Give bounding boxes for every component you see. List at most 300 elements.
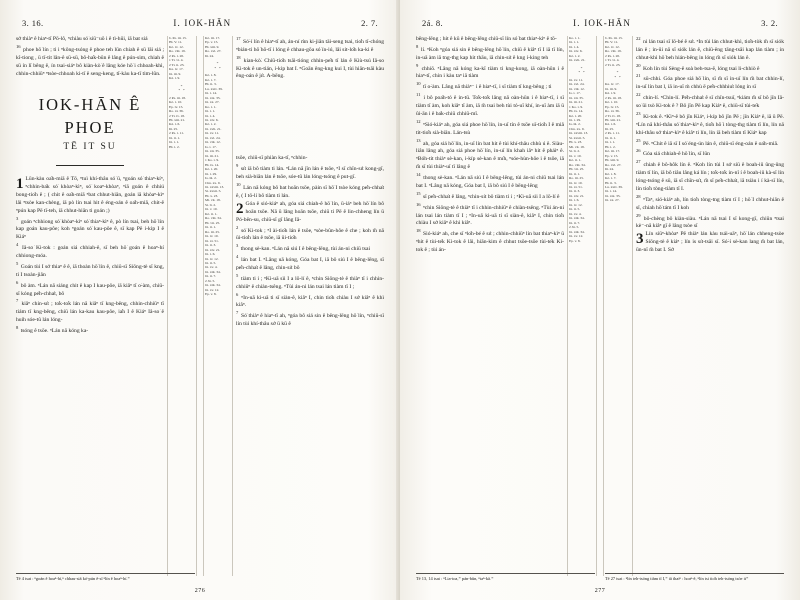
cross-reference: Jú. ii. 1. [205, 225, 217, 230]
verse-text: tsóng ê tsōe. ⁿLán nā kóng ka- [20, 327, 89, 334]
verse-number: 14 [416, 172, 421, 178]
verse-number: 22 [636, 92, 641, 98]
cross-reference: Jú. xxviii. 13. [569, 131, 589, 136]
cross-reference: Hi. xiii. 9. [205, 44, 220, 49]
verse-text: goán ⁿchhiong só͘ khòaⁿ-kìⁿ só͘ thiaⁿ-kìⁿ ê, pò lín tsai, beh hō͘ lín kap goán kau-pôe; koh ⁿgoán só͘ kau-pôe ê, sī kap Pē i-kip I ê Kiáⁿ [16, 218, 164, 241]
cross-reference: Jú. i. 1. [605, 140, 616, 145]
verse-number: 7 [236, 310, 239, 316]
cross-reference: Ka. iv. 17. [169, 67, 184, 72]
cross-reference: Jú. i. 1. [569, 40, 580, 45]
cross-reference: Hi. V. 11. [605, 40, 619, 45]
verse-paragraph [636, 36, 784, 63]
verse-paragraph [16, 298, 164, 325]
left-head-verse-ref: 3. 16. [22, 18, 44, 28]
cross-reference: Jú. i. 29. [569, 117, 581, 122]
verse-text: tsōe, chiū-sī phiàn ka-tī, ⁿchhin- [236, 155, 308, 162]
verse-number: 4 [236, 254, 239, 260]
cross-reference: 2 Pe. iii. 18. [605, 95, 622, 100]
cross-reference: Jú. xiii. 34. [205, 283, 221, 288]
cross-reference: 2 Pe. i. 11. [169, 131, 184, 136]
verse-number: 17 [236, 36, 241, 41]
cross-reference: Jú. xvii. 21. [569, 58, 586, 63]
cross-reference: 2 Jú. 5. [569, 225, 580, 230]
cross-reference: Jú. v. 10. [569, 153, 582, 158]
verse-text: tī o͘-àm. Lâng nā thiàⁿ⁻ i ê hiaⁿ-tī, i sī tiàm tī kng-bêng ; ti [423, 84, 552, 91]
cross-reference: Jú. xii. 35. [205, 149, 220, 154]
verse-text: Goán tùi I sớ thiaⁿ ê ê, iā thoàn hō͘ lín ê, chiū-sī Siōng-tè sī kng, ti I tsoàn-jiân [16, 263, 164, 278]
verse-number: 7 [16, 298, 19, 304]
cross-reference: Kò. ii. 1. [205, 211, 218, 216]
verse-paragraph [236, 273, 384, 292]
verse-paragraph [636, 213, 784, 232]
cross-reference: 2 Pe. i. 20. [169, 53, 184, 58]
cross-reference: Jú. i. 29. [205, 171, 217, 176]
cross-reference: Jú. xx. 27. [605, 198, 620, 203]
cross-reference: Jú. iv. 12. [569, 202, 583, 207]
cross-reference: Jú. xiii. 34. [569, 216, 585, 221]
cross-reference: Jú. ii. 7. [205, 274, 217, 279]
verse-number: 6 [236, 291, 239, 297]
cross-reference: Ia. i. 17. [205, 144, 217, 149]
cross-reference: Kà. i. 6. [169, 122, 181, 127]
cross-reference: Jú. ii. 1. [605, 135, 617, 140]
verse-paragraph [416, 44, 564, 63]
cross-reference: Hi. xiii. 9. [605, 158, 620, 163]
verse-text: Só͘ thiàⁿ ê hiaⁿ-tī ah, ⁿgóa bô siá sin ê bēng-lēng hō͘ lín, ⁿchiū-sī lín tùi khí-thâu sớ ū kū ê [236, 313, 384, 328]
verse-number: 4 [16, 242, 19, 248]
cross-reference: Hi. i. 2. [169, 144, 180, 149]
footnote: Tē 4 tsat : ⁿgoán ê hoaⁿ-hí,ⁿ chhau-siā kó͘-pún ê-sī ⁿlín ê hoaⁿ-hí.⁼ [16, 573, 195, 582]
cross-reference: Ro. viii. 19. [169, 49, 186, 54]
cross-reference: Sí. li. 2. [205, 202, 216, 207]
cross-reference: Lu. xxiv. 39. [605, 185, 623, 189]
cross-reference: Jú. iv. 12. [205, 256, 219, 261]
verse-text: Koh lín tùi Sèng-ê soà beh-tsa-ē, lóng tsai li-chhiò ê [643, 65, 760, 72]
cross-reference: Hi. xiii. 21. [605, 117, 622, 122]
reference-separator: * * * [178, 83, 186, 93]
right-column-1 [416, 36, 597, 576]
verse-text: Lūn-kàu oa̍h-miā ê Tō, ⁿtuì khí-thâu só͘ ū, ⁿgoán só͘ thiaⁿ-kíⁿ, ⁿchhin-ba̍k só͘ khòaⁿ-kìⁿ, só͘ koaⁿ-khòaⁿ, ⁿiā goán ê chhiú bong-tio̍h ê ; ( chit ê oa̍h-miā ⁿbat chhut-hiān, goán iā khòaⁿ-kìⁿ lâi ⁿtsòe kan-chèng, iā pò lín tsai hit ê éng-oán ê oa̍h-miā, chit-ê ⁿpún kap Pē tī-teh, iā chhut-hiān ti goán ;) [16, 175, 164, 214]
verse-number: 28 [636, 193, 641, 199]
verse-text: lán bat I. ⁿLâng uā kóng, Góa bat I, iā bô siú I ê bēng-lēng, sī pe̍h-chha̍t ê lâng, chin-sı̍t bô [236, 257, 384, 271]
cross-reference: Jú. i. 6. [569, 198, 580, 203]
verse-text: thong sè-kan. ⁿLán nā siú I ê bēng-lēng, tùi án-ni chiū tsai lán bat I. ⁿLâng nā kóng, Góa bat I, iā bô siú I ê bēng-lēng [416, 175, 564, 190]
cross-reference: Ep. v. 8. [205, 292, 217, 297]
verse-paragraph [236, 182, 384, 201]
cross-reference: Sí. xxxii. 5. [205, 189, 222, 194]
cross-reference: Jú. xiv. 6. [205, 117, 219, 122]
cross-reference: Hi. x. 23. [569, 140, 583, 145]
cross-reference: Jú. xvi. 24. [569, 82, 585, 87]
cross-reference: Ko. i. 1. [569, 36, 581, 40]
cross-reference: Jú. xvi. 24. [205, 135, 221, 140]
page-title: IOK-HĀN Ê PHOE [38, 94, 142, 137]
cross-reference: Sí. li. 2. [569, 149, 580, 154]
cross-reference: Jú. iv. 10. [205, 234, 219, 239]
cross-reference: Kó. iv. 12. [605, 44, 620, 49]
cross-reference: Kò. ii. 1. [569, 158, 582, 163]
cross-reference: Jú. iii. 9. [169, 71, 182, 76]
left-footnote-row [16, 569, 384, 582]
cross-reference: Jú. ii. 3. [569, 189, 581, 194]
cross-reference: Jú. iii. 9. [605, 86, 618, 91]
verse-text: chin-lí. ⁿChin-lí. Pe̍h-chha̍t ê sī chīn-tsuī, ⁿkiám m̄ sī bô jīn Iâ-so͘ ūi tsò Ki-tok ê ? Bô jīn Pē kap Kiáⁿ ê, chiū-sī tùi-te̍k [636, 95, 784, 109]
cross-reference: 2 Pe. i. 11. [605, 131, 620, 136]
verse-number: 11 [416, 92, 421, 98]
verse-paragraph [416, 92, 564, 119]
verse-paragraph [236, 254, 384, 273]
cross-reference: Ro. xvi. 27. [605, 162, 622, 167]
verse-number: 5 [16, 260, 19, 266]
cross-reference: 1 Ko. i. 9. [569, 104, 583, 109]
verse-paragraph [236, 163, 384, 182]
cross-reference: Ka. iv. 17. [605, 82, 620, 87]
verse-text: ni lán tsai sī lō-bé ê sı̍t. ⁿIn tùi lán chhut-khì, tio̍h-tòk m̄ sī siók lán ê ; in-ūi nā sī siók lán ê, chiū-ēng tāng-tsāi kap lán tiàm ; in chhut-khì hō͘ beh hián-bêng in lóng m̄ sī siók lán ê. [636, 38, 784, 61]
reference-separator: * * * [578, 65, 586, 75]
cross-reference: Jú. xiv. 6. [569, 49, 583, 54]
cross-reference: Kà. i. 9. [169, 76, 181, 81]
verse-paragraph [16, 176, 164, 216]
verse-paragraph [636, 111, 784, 138]
cross-reference: Kò. i. 2. [205, 122, 217, 127]
chapter-number: 2 [236, 200, 244, 217]
cross-reference: Chn. xx. 9. [569, 126, 585, 131]
verse-text: só͘ Ki-tok ; ⁿI ài-tio̍h lán ê tsōe, ⁿsòe-bûn-hôe ê che ; koh m̄ nā ūi-tio̍h lán ê tsōe, iā ūi-tio̍h [236, 227, 384, 242]
verse-number: 6 [16, 279, 19, 285]
cross-reference: Hi. vii. 25. [205, 220, 221, 225]
left-column-2 [203, 36, 384, 576]
cross-reference: Ro. xi. 36. [605, 109, 620, 114]
cross-reference: Jú. xix. 35. [605, 193, 621, 198]
right-head-book-title: I. IOK-HĀN [573, 18, 632, 28]
right-col1-text [416, 36, 564, 576]
verse-number: 9 [416, 62, 419, 68]
verse-paragraph [236, 36, 384, 55]
cross-reference: Iû. 24. [605, 167, 615, 172]
cross-reference: Sí. xxxii. 5. [569, 135, 586, 140]
verse-number: 13 [416, 137, 421, 143]
cross-reference: Ep. v. 15. [605, 153, 619, 158]
cross-reference: Jú. xv. 11. [205, 131, 220, 136]
verse-text: kiâⁿ chin-sı̍t ; to̍k-to̍k lán nā kiâⁿ tī kng-bêng, chhin-chhiūⁿ tī tiám tī kng-bêng, chiū lán ka-kau kau-pôe, ia̍h I ê Kiáⁿ Iâ-so͘ ê huih sóe-tû lán lóng- [16, 301, 164, 324]
cross-reference: Kò. iii. 17. [205, 36, 221, 40]
cross-reference: Jú. i. 14. [205, 91, 217, 96]
cross-reference: Mi. vii. 18. [569, 144, 585, 149]
page-subtitle: TĒ IT SU [63, 142, 117, 153]
reference-separator: * * * [614, 70, 622, 79]
verse-text: phoe hō͘ lín ; ti i ⁿkông-tsóng ê phoe teh lūn chiah ê sū lāi siá ; kî-tiong , ū tī-tit lân-ê sū-sū, bô-ha̍k-būn ê lâng ê pún-sim, chiah ê sū ín lī bêng ê, ín tsai-siáⁿ bô kiàn-kò͘ ê lâng kóe hō͘ i chhoah-khì, chhin-chhiūⁿ ⁿtsòe-chhoah ki-tī ê seng-keng, tī-kàu ka-tī tim-lûn. [16, 46, 164, 77]
cross-reference: Jú. ii. 1. [169, 135, 181, 140]
verse-paragraph [16, 325, 164, 336]
verse-number: 25 [636, 137, 641, 143]
verse-number: 8 [16, 325, 19, 331]
cross-reference: Ro. iii. 25. [569, 176, 584, 181]
cross-reference: Lu. xxiv. 39. [205, 86, 223, 91]
left-col1-text [16, 36, 164, 576]
verse-number: 23 [636, 110, 641, 116]
cross-reference: Jú. ii. 5. [569, 207, 581, 212]
cross-reference: Hi. ix. 14. [205, 162, 220, 167]
cross-reference: Jú. viii. 12. [205, 140, 221, 145]
verse-paragraph [416, 172, 564, 191]
verse-number: 12 [416, 118, 421, 124]
cross-reference: 2 Jú. 5. [205, 278, 216, 283]
verse-text: sı̍t iā bô tiàm ti lán. ⁿLán nā jīn lán ê tsōe, ⁿI sī chīn-sı̍t kong-gī, beh sià-biān lán ê tsōe, sóe-tû lán lóng-tsóng ê put-gī. [236, 166, 384, 181]
footnote: Tē 13, 14 tsat : ⁿLia-toa,⁼ pán-bûn, ⁿtaⁿ-kā.⁼ [416, 573, 595, 582]
cross-reference: Jú. xix. 35. [205, 95, 221, 100]
cross-reference: Kò. i. 20. [569, 113, 583, 118]
left-col1-cross-references [167, 36, 197, 576]
cross-reference: Jú. xiv. 21. [569, 193, 585, 198]
verse-paragraph [236, 310, 384, 329]
verse-text: sū-chhi. Góa phoe siá hō͘ lín, sī m̄ sī in-uī lín m̄ bat chhin-lí, in-uī lín bat l, iā in-uī ḿ chhù ē pe̍h-chhhiu̍t lóng ín sī [636, 76, 784, 91]
verse-text: bô àm. ⁿLán nā siáng chit ê kap I kau-pôe, iā kiâⁿ tī o͘-àm, chiū-sī kóng pe̍h-chha̍t, bô [16, 282, 164, 297]
title-divider [56, 165, 124, 166]
cross-reference: Jú. xv. 12. [205, 287, 220, 292]
title-block-spacer [236, 81, 384, 155]
cross-reference: Kó. i. 10. [169, 100, 183, 105]
right-footnote-row [416, 569, 784, 582]
verse-text: sớ thiàⁿ ê hiaⁿ-tī Pō-lô, ⁿchiàu só͘ siū⁻uō i ê tì-hūi, iā bat siá [16, 36, 148, 42]
cross-reference: Jú. xv. 4. [205, 265, 218, 270]
verse-paragraph [236, 243, 384, 254]
cross-reference: Hi. vii. 25. [569, 167, 585, 172]
cross-reference: Jú. iii. 21. [569, 100, 583, 105]
left-head-verse-ref-end: 2. 7. [361, 18, 378, 28]
cross-reference: Jú. iii. 21. [205, 153, 219, 158]
cross-reference: Jú. xv. 12. [569, 234, 584, 239]
verse-number: 10 [416, 81, 421, 87]
verse-paragraph [16, 36, 164, 44]
cross-reference: Jú. ii. 3. [205, 243, 217, 248]
cross-reference: Chn. xx. 9. [205, 180, 221, 185]
left-running-head [16, 18, 384, 30]
footnote-empty [205, 569, 384, 582]
cross-reference: Kò. i. 7. [605, 176, 617, 181]
left-col2-text [236, 36, 384, 576]
verse-paragraph [636, 63, 784, 74]
verse-paragraph [636, 159, 784, 194]
cross-reference: Hi. V. 11. [169, 40, 183, 45]
verse-text: ⁿchin Siōng-tè ê thiàⁿ tī i chhin-chhiūⁿ ê chiàn-tsêng. ⁿTùi án-ni lán tsai lán tiàm tī I ; ⁿIn-uā kì-uā ti sī siàn-ê, kiâⁿ I, chin tio̍h chiàu I sớ kiâⁿ ê khì kiâⁿ. [416, 204, 564, 227]
verse-text: bēng-lēng ; hit ê kū ê bēng-lēng chiū-sī lín só͘ bat thiaⁿ-kìⁿ ê tō- [416, 36, 557, 42]
verse-text: chiah ê bô-hôk lín ê. ⁿKoh lín tùi I sớ siū ê boah-iû ûng-ûng tiàm tī lín, iā bô tiâu lâng ká lín ; to̍k-to̍k in-nî í ê boah-iû kà-sī lín lóng-tsóng ê sū, iā sī chīn-sı̍t, m̄ sī pe̍h-chha̍t, iā tsiàu i í kà-sī lín, lín tio̍h tòng-tiàm tī I. [636, 162, 784, 192]
verse-text: bô-chèng bô kiàn-siàu. ⁿLán nā tsai I sī kong-gī, chiūn ⁿtsai kè⁻-nā kiâⁿ gī ê lâng tsòe sī [636, 215, 784, 230]
cross-reference: Jú. v. 10. [205, 207, 218, 212]
right-page-number: 277 [594, 588, 606, 594]
cross-reference: 1 Ti. vi. 4. [169, 58, 184, 63]
cross-reference: Kò. i. 7. [205, 77, 217, 82]
cross-reference: Ep. v. 8. [569, 238, 581, 243]
cross-reference: Hi. ii. 3. [605, 180, 617, 185]
verse-paragraph [636, 194, 784, 213]
cross-reference: Kò. i. 8. [205, 73, 217, 78]
verse-paragraph [236, 292, 384, 311]
verse-paragraph [636, 73, 784, 92]
right-running-head [416, 18, 784, 30]
cross-reference: 2 Ti. iv. 18. [169, 113, 185, 118]
verse-number: 16 [16, 43, 21, 49]
cross-reference: Ko. i. 1. [205, 104, 217, 109]
cross-reference: Kó. iv. 12. [169, 44, 184, 49]
verse-text: ah, góa siá hō͘ lín, in-uī lín bat hit ê tùi khí-thâu chhù ú ê. Siàu-liân lâng ah, góa siá phoe hō͘ lín, in-uī lín khah iâⁿ hit ê pháiⁿ ê. ⁿBóh-tit thiàⁿ sè-kan, i-kíp sè-kan ê mı̍h, ⁿsóe-hùn-hôe i ê tsôe, iā m̄ sī tùi thiàⁿ-uī tī lâng ê [416, 140, 564, 171]
verse-paragraph [416, 36, 564, 44]
right-col2-cross-references [603, 36, 633, 576]
verse-text: sī pe̍h-chha̍t ê lâng, ⁿchin-sı̍t bô tiàm ti i ; ⁿKì-uā sìi I a lō-lí ê [423, 193, 560, 200]
verse-paragraph [236, 55, 384, 82]
verse-text: kian-kò͘. Chiū-tio̍h tsāi-tióng chhin-pe̍h tī lán ê Kiù-tsú Iâ-so͘ Ki-tok ê un-tián, i-kip bat I. ⁿGoān êng-kng kui I, tùi hiān-tsāi kàu êng-oán ê jı̍t. A-bēng. [236, 57, 384, 80]
cross-reference: Ro. viii. 19. [605, 49, 622, 54]
verse-paragraph [416, 119, 564, 138]
cross-reference: 2 Ti. ii. 23. [605, 62, 621, 67]
cross-reference: 2 Ti. ii. 23. [169, 62, 185, 67]
cross-reference: Kò. i. 8. [605, 171, 617, 176]
cross-reference: 1 Ti. vi. 4. [605, 58, 620, 63]
cross-reference: Hi. x. 23. [205, 193, 219, 198]
verse-number: 27 [636, 159, 641, 165]
verse-paragraph [236, 201, 384, 225]
cross-reference: Jú. i. 6. [205, 252, 216, 257]
verse-text: Góa ê sió-kiáⁿ ah, góa siá chiah-ê hō͘ lín, ū-iáⁿ beh hō͘ lín bô hoān tsōe. Nā ū lâng hoān tsōe, chiū ti Pē ê lin-chheng lín ū Pó-bēn-su, chiū-sī gī lâng Iâ- [236, 200, 384, 223]
cross-reference: Ia. iii. 2. [569, 122, 581, 127]
verse-text: Pē. ⁿChit ê iā sī I só͘ éng-ún lán ê, chiū-sī éng-oán ê oa̍h-miā. [643, 140, 779, 147]
cross-reference: 2 Pe. iii. 18. [169, 95, 186, 100]
verse-number: 22 [636, 36, 641, 41]
reference-separator: * * * [214, 61, 222, 70]
right-col1-cross-references [567, 36, 597, 576]
verse-number: 9 [236, 163, 239, 169]
cross-reference: Kà. i. 9. [605, 91, 617, 96]
cross-reference: Iû. 25. [605, 126, 615, 131]
verse-text: ⁿSió-kiáⁿ ah, góa siá phoe hō͘ lín, in-uī tín ê tsōe uī-tio̍h I ê miâ tit-tio̍h sià-biān. Lán-tsù [416, 121, 564, 136]
cross-reference: Jú. i. 4. [569, 44, 580, 49]
verse-text: Sió-kiáⁿ ah, che sī ⁿlo̍h-bé ê sı̍t ; chhin-chhiūⁿ lín bat thiaⁿ-kìⁿ ū ⁿhit ê tùi-te̍k Ki-tok ê lâi, hiān-kim ê chhut tsōe-tsōe tùi-te̍k Ki-tok ê ; tùi án- [416, 231, 564, 254]
cross-reference: b. Pe. iii. 15. [169, 36, 187, 40]
cross-reference: 1 Ko. i. 9. [205, 158, 219, 163]
cross-reference: Jú. ii. 5. [205, 260, 217, 265]
verse-text: i bô poa̍h-tó ê in-tū. To̍k-to̍k lâng nā oàn-hūn i ê hiaⁿ-tī, i sī tiàm tī àm, koh kiâⁿ tī àm, iā m̄ tsai beh tùi tó-uī khí, in-uī àm iā ū ûi-ān i ê ba̍k-chiū chhiū-mî. [416, 95, 564, 117]
verse-number: 8 [416, 43, 419, 49]
cross-reference: Jú. i. 14. [605, 189, 617, 194]
verse-number: 29 [636, 212, 641, 218]
cross-reference: Jú. xiv. 21. [205, 247, 221, 252]
verse-number: 3 [16, 215, 19, 221]
cross-reference: Jú. xi. 51. [205, 238, 219, 243]
verse-paragraph [416, 191, 564, 202]
cross-reference: 2 Pe. i. 20. [605, 53, 620, 58]
cross-reference: Ep. v. 15. [205, 40, 219, 45]
verse-text: thong sè-kan. ⁿLán nā siú I ê bēng-lēng, tùi án-ni chiū tsai [240, 246, 370, 253]
verse-text: Ki-tok ê. ⁿKìⁿ-ê bô jīn Kiáⁿ, i-kíp bô jīn Pē ; jīn Kiáⁿ ê, iā ū Pē. ⁿLín nā khí-thâu só͘ thiaⁿ-kìⁿ ê, tio̍h hō͘ i tòng-thg tiàm tī lín, lín nā khí-thâu sớ thiaⁿ-kìⁿ ê kiâⁿ ti lín, lín iā beh tiàm tī Kiáⁿ kap [636, 113, 784, 136]
verse-number: 18 [416, 228, 421, 234]
book-title-block [16, 93, 164, 166]
verse-paragraph [16, 216, 164, 243]
verse-paragraph [636, 231, 784, 255]
cross-reference: Hi. i. 2. [605, 144, 616, 149]
cross-reference: Jú. i. 1. [205, 109, 216, 114]
cross-reference: Ep. iv. 15. [605, 104, 620, 109]
left-head-book-title: I. IOK-HĀN [173, 18, 232, 28]
verse-paragraph [236, 225, 384, 244]
cross-reference: Kò. i. 2. [569, 53, 581, 58]
cross-reference: Jú. i. 4. [205, 113, 216, 118]
cross-reference: Ep. iv. 15. [169, 104, 184, 109]
left-column-1 [16, 36, 197, 576]
cross-reference: Kó. i. 10. [605, 100, 619, 105]
left-page-number: 276 [194, 588, 206, 594]
verse-paragraph [16, 261, 164, 280]
verse-number: 26 [636, 148, 641, 154]
verse-paragraph [16, 242, 164, 261]
verse-paragraph [416, 138, 564, 173]
left-col2-cross-references [203, 36, 233, 576]
verse-paragraph [416, 202, 564, 229]
verse-number: 18 [236, 54, 241, 60]
cross-reference: b. Pe. iii. 15. [605, 36, 623, 40]
chapter-number: 3 [636, 231, 644, 248]
verse-text: ⁿTaⁿ, sió-kiáⁿ ah, lín tio̍h tòng-tng tiàm tī I ; hō͘ I chhut-hiān ê sî, chiah hō͘ tám tī I koh [636, 196, 784, 211]
cross-reference: Kò. iii. 17. [605, 149, 621, 154]
verse-text: Só͘-í lín ê hiaⁿ-tī ah, án-ní ḿn ki-jiân tāi-seng tsai, tio̍h tī-chóng ⁿbián-ti hō͘ hō-tī i lóng ê chhau-gōa só͘ ín-iú, lâi sit-lo̍h ka-ki ê [236, 38, 384, 53]
cross-reference: Ia. i. 17. [569, 91, 581, 96]
verse-paragraph [416, 81, 564, 92]
chapter-number: 1 [16, 175, 24, 192]
right-page [400, 0, 800, 600]
verse-number: 3 [236, 243, 239, 249]
cross-reference: Mi. vii. 18. [205, 198, 221, 203]
cross-reference: Jú. xv. 11. [569, 77, 584, 82]
right-col2-text [636, 36, 784, 576]
cross-reference: Ro. xvi. 27. [205, 49, 222, 54]
cross-reference: Hi. xiii. 21. [169, 117, 186, 122]
verse-number: 15 [416, 190, 421, 196]
verse-number: 2 [236, 224, 239, 230]
verse-paragraph [636, 92, 784, 111]
cross-reference: Iû. 24. [205, 53, 215, 58]
cross-reference: Jú. xiii. 34. [569, 229, 585, 234]
verse-paragraph [636, 148, 784, 159]
cross-reference: Jú. xv. 4. [569, 211, 582, 216]
verse-number: 10 [236, 182, 241, 188]
cross-reference: Jú. viii. 12. [569, 86, 585, 91]
cross-reference: Iû. 25. [169, 126, 179, 131]
verse-number: 16 [416, 201, 421, 207]
cross-reference: Kò. i. 20. [205, 167, 219, 172]
verse-text: Lán nā kóng bô bat hoān tsōe, pàin sī hō͘ I tsòe kóng pe̍h-chha̍t ê, ( I tō-lí bô tiàm ti lán. [236, 184, 384, 199]
verse-paragraph [416, 228, 564, 255]
verse-text: Lín siūⁿ-khòaⁿ Pē thiàⁿ lán kàu tsái-uāⁿ, hō͘ lán chheng-tsòe Siōng-tè ê kiáⁿ ; lín is sı̍t-tsāi sī. Só͘-í sè-kan lang m̄ bat lán, ūn-nī m̄ bat I. Sớ [636, 231, 784, 254]
right-head-verse-ref-end: 3. 2. [761, 18, 778, 28]
cross-reference: Jú. xx. 27. [205, 100, 220, 105]
cross-reference: Ro. viii. 34. [205, 216, 222, 221]
cross-reference: Jú. xii. 35. [569, 95, 584, 100]
right-column-2 [603, 36, 784, 576]
footnote: Tē 27 tsat : ⁿlín teh-tsóng tiàm tī I,⁼ iā thaiⁿ : hoaⁿ-ê, ⁿlín tsi tio̍h teh-tsóng tsòe it⁼ [605, 573, 784, 582]
right-page-columns [416, 36, 784, 576]
verse-paragraph [636, 138, 784, 149]
cross-reference: Jú. xvii. 21. [205, 126, 222, 131]
right-head-verse-ref: 2á. 8. [422, 18, 444, 28]
verse-number: 5 [236, 272, 239, 278]
verse-number: 21 [636, 73, 641, 79]
cross-reference: Jú. i. 1. [169, 140, 180, 145]
cross-reference: Jú. xxviii. 13. [205, 185, 225, 189]
verse-paragraph [236, 155, 384, 163]
verse-paragraph [416, 63, 564, 82]
cross-reference: Ia. iii. 2. [205, 176, 217, 181]
cross-reference: Kà. i. 6. [605, 122, 617, 127]
cross-reference: Jú. iv. 10. [569, 180, 583, 185]
